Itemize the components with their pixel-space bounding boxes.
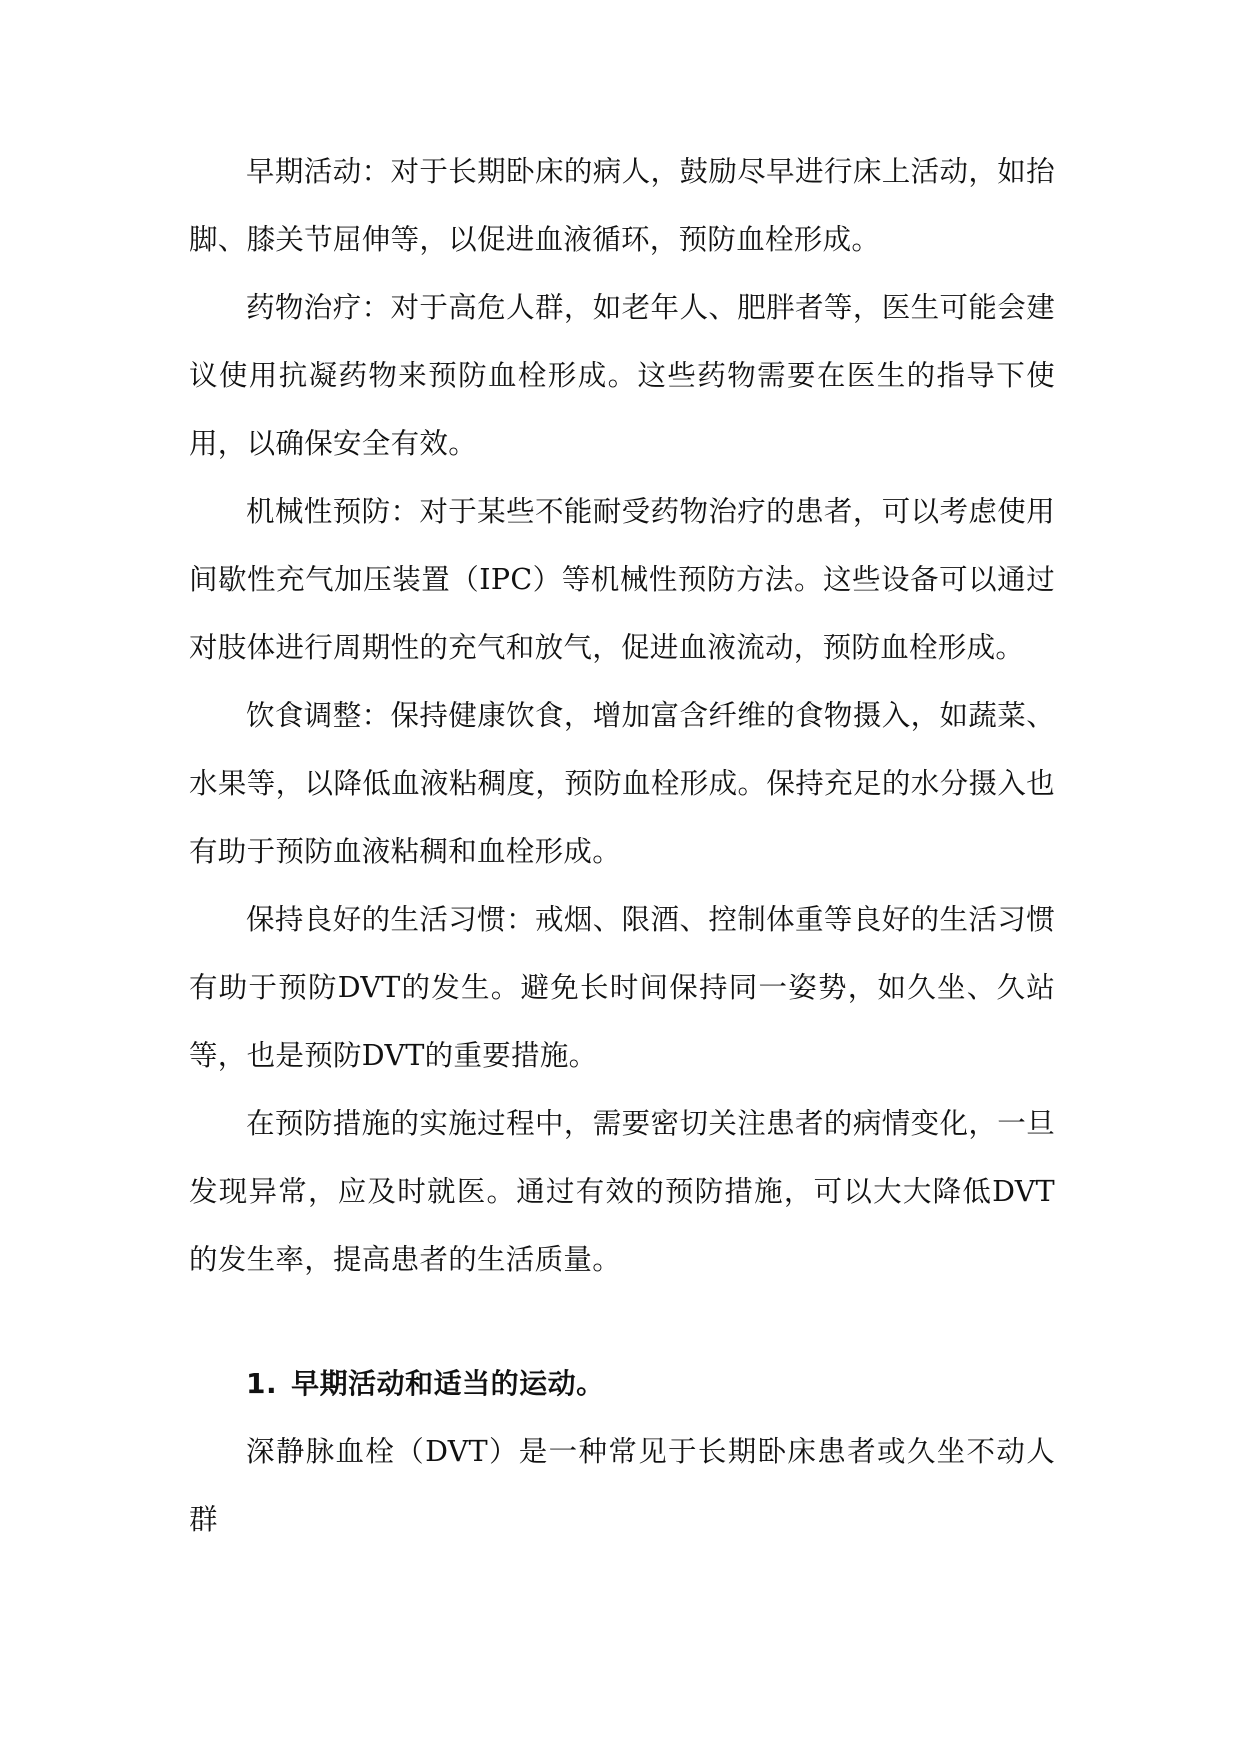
- section-title: 早期活动和适当的运动。: [291, 1367, 605, 1400]
- paragraph-lifestyle-habits: 保持良好的生活习惯：戒烟、限酒、控制体重等良好的生活习惯有助于预防DVT的发生。避免长时间保持同一姿势，如久坐、久站等，也是预防DVT的重要措施。: [189, 903, 1055, 1072]
- paragraph-diet-adjustment: 饮食调整：保持健康饮食，增加富含纤维的食物摄入，如蔬菜、水果等，以降低血液粘稠度，预防血栓形成。保持充足的水分摄入也有助于预防血液粘稠和血栓形成。: [189, 699, 1055, 868]
- paragraph-drug-therapy: 药物治疗：对于高危人群，如老年人、肥胖者等，医生可能会建议使用抗凝药物来预防血栓形成。这些药物需要在医生的指导下使用，以确保安全有效。: [189, 291, 1055, 460]
- paragraph-implementation: 在预防措施的实施过程中，需要密切关注患者的病情变化，一旦发现异常，应及时就医。通过有效的预防措施，可以大大降低DVT的发生率，提高患者的生活质量。: [189, 1107, 1055, 1276]
- paragraph-mechanical-prevention: 机械性预防：对于某些不能耐受药物治疗的患者，可以考虑使用间歇性充气加压装置（IPC）等机械性预防方法。这些设备可以通过对肢体进行周期性的充气和放气，促进血液流动，预防血栓形成。: [189, 495, 1055, 664]
- paragraph-dvt-intro: 深静脉血栓（DVT）是一种常见于长期卧床患者或久坐不动人群: [189, 1435, 1055, 1536]
- section-heading: [189, 1350, 1055, 1418]
- paragraph-early-activity: 早期活动：对于长期卧床的病人，鼓励尽早进行床上活动，如抬脚、膝关节屈伸等，以促进血液循环，预防血栓形成。: [189, 155, 1055, 256]
- document-page: [189, 138, 1055, 1554]
- section-number: 1.: [246, 1367, 278, 1400]
